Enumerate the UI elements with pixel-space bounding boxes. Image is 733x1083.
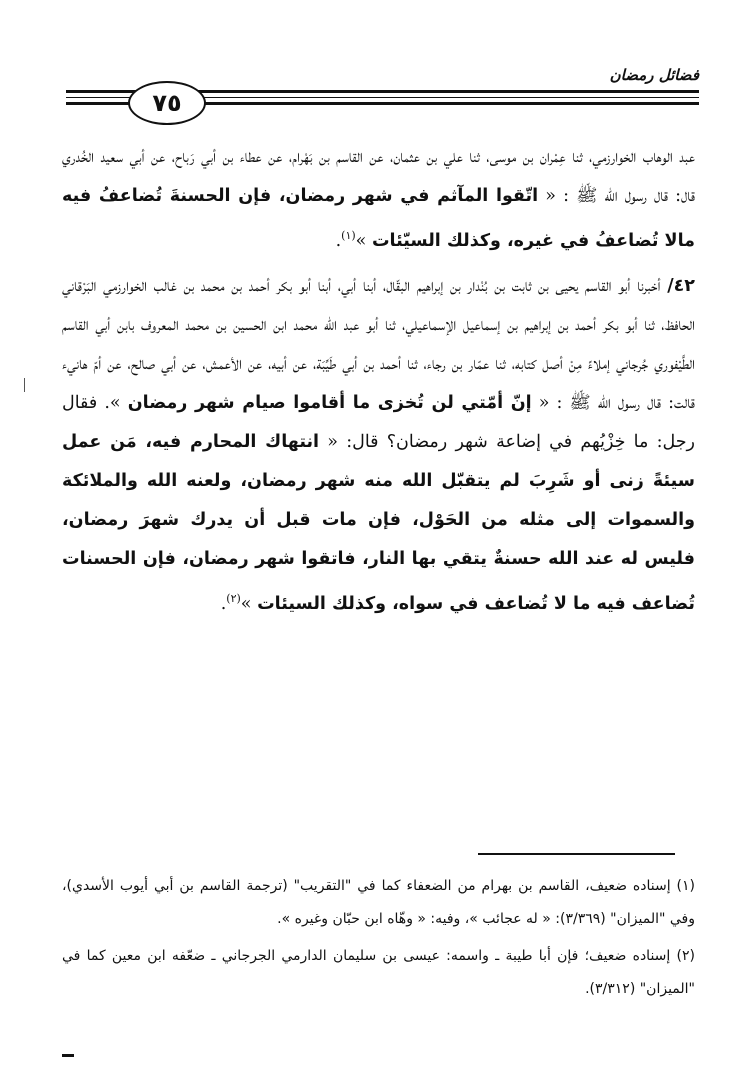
footnote-1: (١) إسناده ضعيف، القاسم بن بهرام من الضعفاء كما في "التقريب" (ترجمة القاسم بن أبي أيوب الأسدي)، وفي "الميزان" (٣/٣٦٩): « له عجائب »، وفيه: « وهّاه ابن حبّان وغيره ». [62,878,695,927]
running-header-title: فضائل رمضان [609,66,699,84]
footnotes [62,870,695,1010]
paragraph-hadith-41 [62,138,695,261]
period: . [335,230,342,251]
isnad-text: أخبرنا أبو القاسم يحيى بن ثابت بن بُنْدار بن إبراهيم البقّال، أبنا أبي، أبنا أبو بكر أحمد بن محمد بن غالب الخوارزمي البَرْقاني الحافظ، ثنا أبو بكر أحمد بن إبراهيم بن إسماعيل الإسماعيلي، ثنا أبو عبد الله محمد ابن الحسين بن محمد المعروف بابن أبي القاسم الطَّيْفوري جُرجاني إملاءً مِنْ أصل كتابه، ثنا عمّار بن رجاء، ثنا أحمد بن أبي طَيِّبَة، عن أبيه، عن الأعمش، عن أبي صالح، عن أمّ هانيء قالت: قال رسول الله ﷺ : « [62,275,695,413]
page-number-oval [128,81,206,125]
hadith-number: ٤٢/ [667,275,695,296]
hadith-matn-part-2: انتهاك المحارم فيه، مَن عمل سيئةً زنى أو شَرِبَ لم يتقبّل الله منه شهر رمضان، ولعنه الله والملائكة والسموات إلى مثله من الحَوْل، فإن مات قبل أن يدرك شهرَ رمضان، فليس له عند الله حسنةٌ يتقي بها النار، فاتقوا شهر رمضان، فإن الحسنات تُضاعف فيه ما لا تُضاعف في سواه، وكذلك السيئات [62,431,695,614]
narration-text: ». فقال رجل: ما خِزْيُهم في إضاعة شهر رمضان؟ قال: « [62,392,696,452]
paragraph-hadith-42 [62,267,695,624]
hadith-matn-part-1: إنّ أمّتي لن تُخزى ما أقاموا صيام شهر رمضان [127,392,532,413]
main-text [62,138,695,630]
bottom-dash [62,1054,74,1057]
quote-close: » [355,230,372,251]
isnad-text: عبد الوهاب الخوارزمي، ثنا عِمْران بن موسى، ثنا علي بن عثمان، عن القاسم بن بَهْرام، عن عطاء بن أبي رَباح، عن أبي سعيد الخُدري قال: قال رسول الله ﷺ : « [62,147,695,206]
footnote-separator [478,853,675,855]
quote-close: » [240,593,258,614]
footnote-2: (٢) إسناده ضعيف؛ فإن أبا طيبة ـ واسمه: عيسى بن سليمان الدارمي الجرجاني ـ ضعّفه ابن معين كما في "الميزان" (٣/٣١٢). [62,948,695,997]
footnote-ref-2: (٢) [226,591,241,605]
period: . [220,593,227,614]
hadith-matn: اتّقوا المآثم في شهر رمضان، فإن الحسنةَ تُضاعفُ فيه مالا تُضاعفُ في غيره، وكذلك السيّئات [62,186,695,251]
page-number: ٧٥ [152,89,182,117]
margin-mark [24,378,25,392]
footnote-ref-1: (١) [341,229,356,242]
